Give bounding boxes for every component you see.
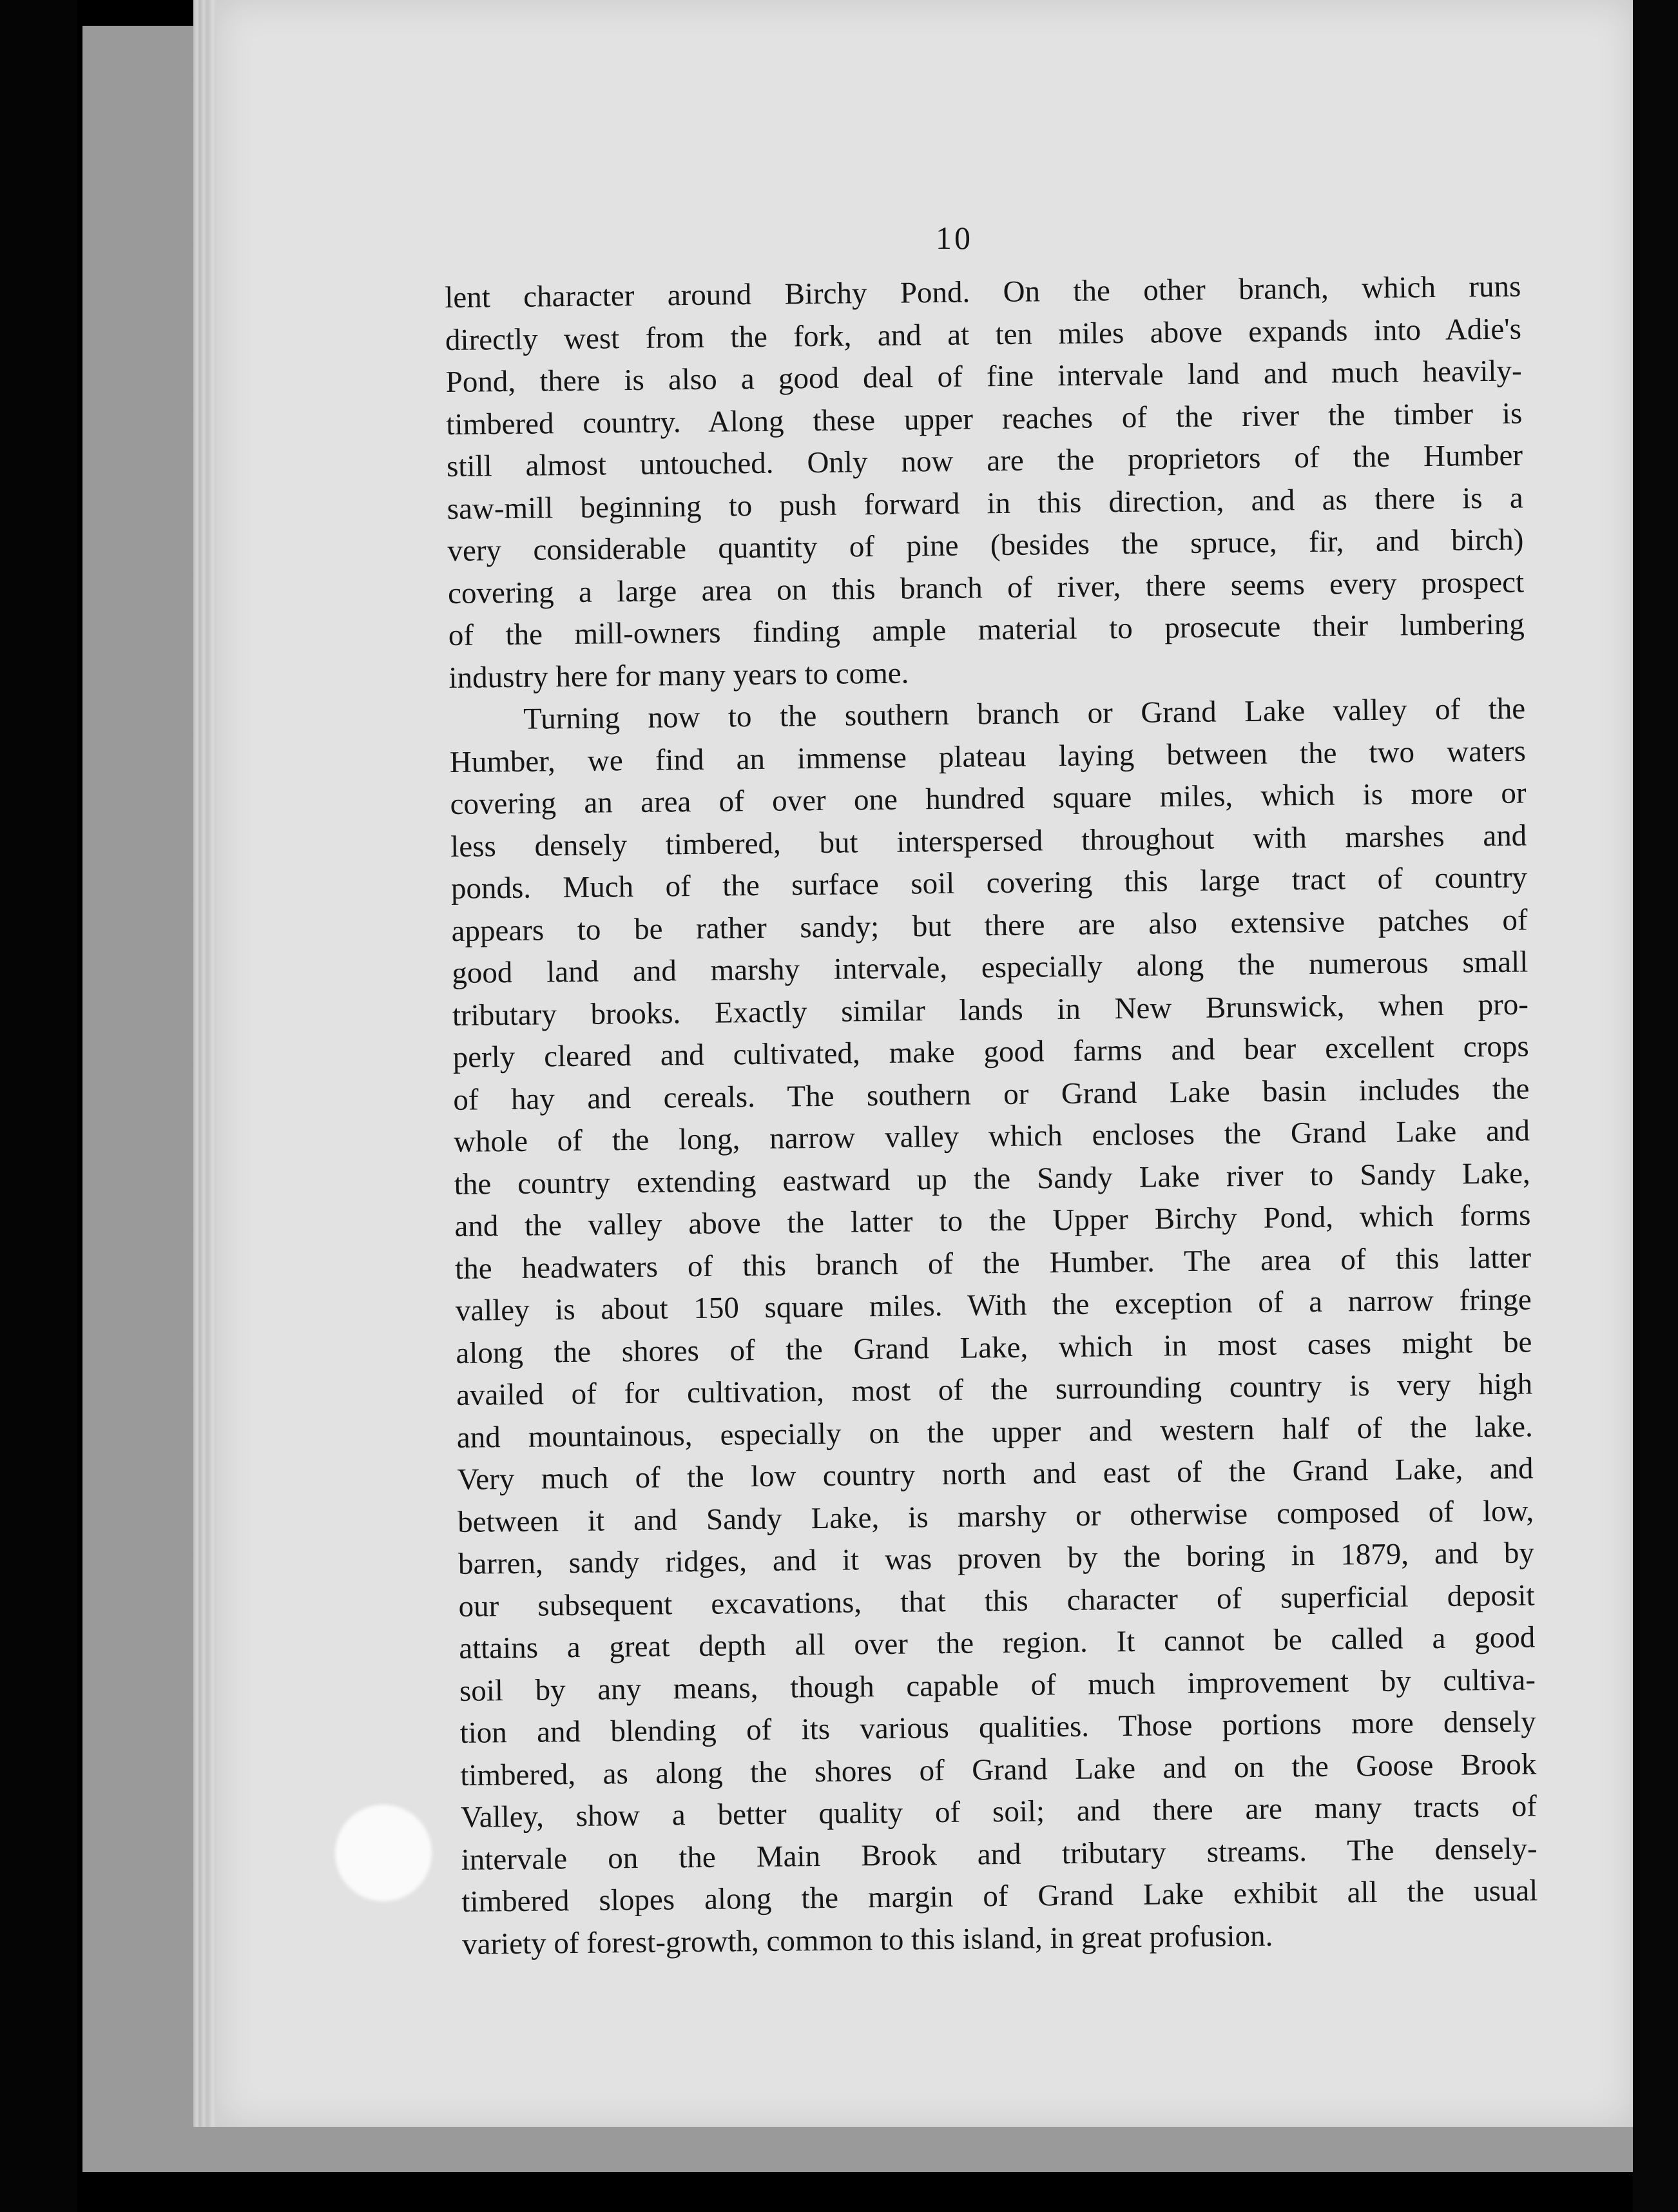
- text-line: lent character around Birchy Pond. On the other branch, which runs: [445, 269, 1521, 315]
- text-line: less densely timbered, but interspersed throughout with marshes and: [450, 818, 1527, 864]
- text-line: whole of the long, narrow valley which encloses the Grand Lake and: [453, 1114, 1530, 1159]
- text-line: the country extending eastward up the Sandy Lake river to Sandy Lake,: [454, 1156, 1530, 1201]
- text-line: directly west from the fork, and at ten miles above expands into Adie's: [445, 312, 1522, 357]
- scan-border-left: [0, 0, 77, 2212]
- text-line: tion and blending of its various qualities. Those portions more densely: [459, 1705, 1536, 1750]
- text-line: very considerable quantity of pine (besides the spruce, fir, and birch): [447, 523, 1524, 568]
- text-line: tributary brooks. Exactly similar lands in New Brunswick, when pro-: [452, 987, 1529, 1033]
- scan-border-right: [1633, 0, 1678, 2212]
- text-line: barren, sandy ridges, and it was proven by the boring in 1879, and by: [458, 1536, 1535, 1581]
- text-line: timbered country. Along these upper reaches of the river the timber is: [446, 396, 1523, 441]
- text-line: Very much of the low country north and east of the Grand Lake, and: [457, 1451, 1534, 1497]
- text-line: Pond, there is also a good deal of fine intervale land and much heavily-: [445, 354, 1522, 399]
- text-line: valley is about 150 square miles. With the exception of a narrow fringe: [455, 1283, 1532, 1328]
- text-line: timbered, as along the shores of Grand Lake and on the Goose Brook: [460, 1747, 1537, 1792]
- text-line: availed of for cultivation, most of the surrounding country is very high: [456, 1367, 1533, 1412]
- text-line: variety of forest-growth, common to this island, in great profusion.: [461, 1919, 1273, 1961]
- text-line: good land and marshy intervale, especially along the numerous small: [452, 945, 1529, 990]
- paper-blot: [335, 1805, 432, 1901]
- text-line: Humber, we find an immense plateau laying between the two waters: [449, 733, 1527, 779]
- text-line: perly cleared and cultivated, make good farms and bear excellent crops: [452, 1029, 1529, 1074]
- text-line: between it and Sandy Lake, is marshy or otherwise composed of low,: [457, 1493, 1534, 1539]
- text-line: of hay and cereals. The southern or Grand Lake basin includes the: [453, 1071, 1530, 1117]
- page-number: 10: [936, 220, 973, 256]
- text-line: still almost untouched. Only now are the proprietors of the Humber: [446, 438, 1523, 483]
- text-line: and the valley above the latter to the Upper Birchy Pond, which forms: [454, 1198, 1531, 1243]
- text-line: Valley, show a better quality of soil; and there are many tracts of: [460, 1789, 1538, 1834]
- text-line: intervale on the Main Brook and tributary streams. The densely-: [461, 1831, 1538, 1877]
- text-line: attains a great depth all over the region. It cannot be called a good: [459, 1620, 1536, 1665]
- text-line: of the mill-owners finding ample material to prosecute their lumbering: [448, 607, 1525, 652]
- text-line: timbered slopes along the margin of Grand Lake exhibit all the usual: [461, 1874, 1538, 1919]
- text-line: appears to be rather sandy; but there are also extensive patches of: [451, 902, 1528, 948]
- text-line: industry here for many years to come.: [448, 655, 909, 695]
- body-text: [445, 266, 1538, 1966]
- text-line: along the shores of the Grand Lake, which in most cases might be: [456, 1324, 1532, 1370]
- text-line: Turning now to the southern branch or Grand Lake valley of the: [523, 692, 1526, 736]
- text-line: soil by any means, though capable of much improvement by cultiva-: [459, 1662, 1536, 1708]
- text-line: ponds. Much of the surface soil covering this large tract of country: [450, 860, 1528, 906]
- text-line: and mountainous, especially on the upper and western half of the lake.: [456, 1409, 1534, 1455]
- stacked-page-edges: [193, 0, 219, 2127]
- text-line: covering a large area on this branch of river, there seems every prospect: [447, 565, 1525, 610]
- text-line: our subsequent excavations, that this character of superficial deposit: [458, 1578, 1535, 1624]
- text-line: the headwaters of this branch of the Humber. The area of this latter: [454, 1240, 1532, 1286]
- text-line: covering an area of over one hundred square miles, which is more or: [450, 776, 1527, 821]
- text-line: saw-mill beginning to push forward in this direction, and as there is a: [447, 480, 1523, 526]
